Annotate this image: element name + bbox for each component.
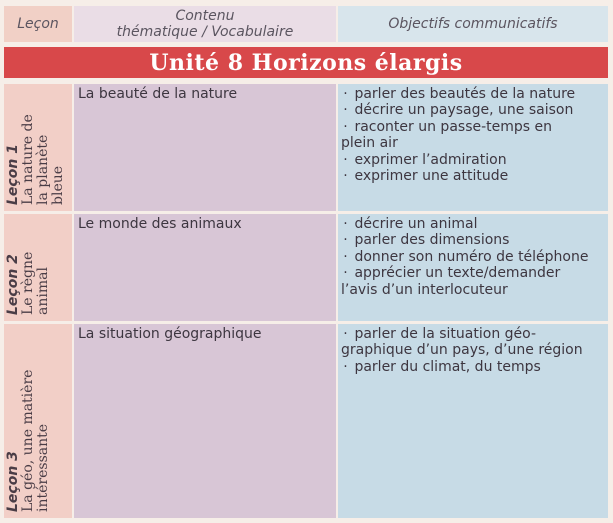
bullet-icon: ·: [343, 102, 348, 119]
objective-text: l’avis d’un interlocuteur: [341, 281, 508, 298]
objective-text: exprimer une attitude: [354, 168, 509, 185]
bullet-icon: ·: [343, 118, 348, 135]
objective-item: [341, 168, 603, 184]
lesson-3-theme: La situation géographique: [78, 326, 262, 342]
lesson-3-label-cell: [4, 324, 72, 518]
objective-text: parler des dimensions: [354, 232, 510, 249]
lesson-3-number: Leçon 3: [5, 451, 21, 512]
lesson-2-vertical-label: [6, 252, 51, 315]
lesson-1-title-line: la planète: [35, 134, 51, 205]
header-lecon: [4, 6, 72, 42]
objective-item-continuation: [341, 342, 603, 358]
bullet-icon: ·: [343, 326, 348, 342]
lesson-3-title-line: La géo, une matière: [20, 369, 36, 512]
objective-item: [341, 102, 603, 118]
objective-text: raconter un passe-temps en: [354, 118, 553, 135]
objective-item: [341, 152, 603, 168]
objective-text: exprimer l’admiration: [354, 151, 507, 168]
header-objectifs-label: Objectifs communicatifs: [388, 16, 558, 32]
objective-item: [341, 359, 603, 375]
header-lecon-label: Leçon: [17, 16, 59, 32]
bullet-icon: ·: [343, 358, 348, 375]
unit-banner: [4, 47, 608, 78]
lesson-2-theme-cell: [74, 214, 336, 321]
lesson-2-theme: Le monde des animaux: [78, 216, 242, 232]
objective-item: [341, 249, 603, 265]
objective-item: [341, 119, 603, 135]
bullet-icon: ·: [343, 151, 348, 168]
bullet-icon: ·: [343, 265, 348, 282]
objective-item: [341, 86, 603, 102]
lesson-1-objectives-cell: [338, 84, 608, 211]
objective-text: parler du climat, du temps: [354, 358, 541, 375]
objective-text: décrire un animal: [354, 216, 478, 232]
objective-item-continuation: [341, 282, 603, 298]
bullet-icon: ·: [343, 232, 348, 249]
lesson-2-number: Leçon 2: [5, 254, 21, 315]
lesson-3-title-line: intéressante: [35, 423, 51, 512]
lesson-3-theme-cell: [74, 324, 336, 518]
lesson-2-title-line: animal: [35, 267, 51, 315]
lesson-1-number: Leçon 1: [5, 144, 21, 205]
lesson-3-vertical-label: [6, 370, 51, 512]
objective-text: plein air: [341, 135, 398, 152]
lesson-3-objectives-cell: [338, 324, 608, 518]
lesson-2-objectives-cell: [338, 214, 608, 321]
lesson-1-theme-cell: [74, 84, 336, 211]
bullet-icon: ·: [343, 168, 348, 185]
objective-item-continuation: [341, 135, 603, 151]
objective-text: apprécier un texte/demander: [354, 265, 561, 282]
lesson-1-vertical-label: [6, 114, 66, 205]
lesson-2-title-line: Le règne: [20, 251, 36, 315]
header-contenu-line2: thématique / Vocabulaire: [116, 24, 294, 40]
lesson-1-title-line: bleue: [50, 165, 66, 205]
bullet-icon: ·: [343, 248, 348, 265]
bullet-icon: ·: [343, 216, 348, 232]
bullet-icon: ·: [343, 86, 348, 102]
lesson-2-objectives-list: [341, 216, 603, 298]
objective-text: parler de la situation géo-: [354, 326, 537, 342]
lesson-1-title-line: La nature de: [20, 114, 36, 205]
lesson-1-objectives-list: [341, 86, 603, 184]
header-contenu-line1: Contenu: [175, 8, 235, 24]
header-contenu: [74, 6, 336, 42]
objective-item: [341, 326, 603, 342]
objective-item: [341, 265, 603, 281]
objective-item: [341, 216, 603, 232]
unit-title: Unité 8 Horizons élargis: [149, 49, 463, 76]
header-objectifs: [338, 6, 608, 42]
objective-text: donner son numéro de téléphone: [354, 248, 589, 265]
objective-item: [341, 232, 603, 248]
lesson-2-label-cell: [4, 214, 72, 321]
objective-text: graphique d’un pays, d’une région: [341, 342, 583, 359]
lesson-1-theme: La beauté de la nature: [78, 86, 238, 102]
objective-text: décrire un paysage, une saison: [354, 102, 574, 119]
lesson-3-objectives-list: [341, 326, 603, 375]
lesson-1-label-cell: [4, 84, 72, 211]
objective-text: parler des beautés de la nature: [354, 86, 576, 102]
